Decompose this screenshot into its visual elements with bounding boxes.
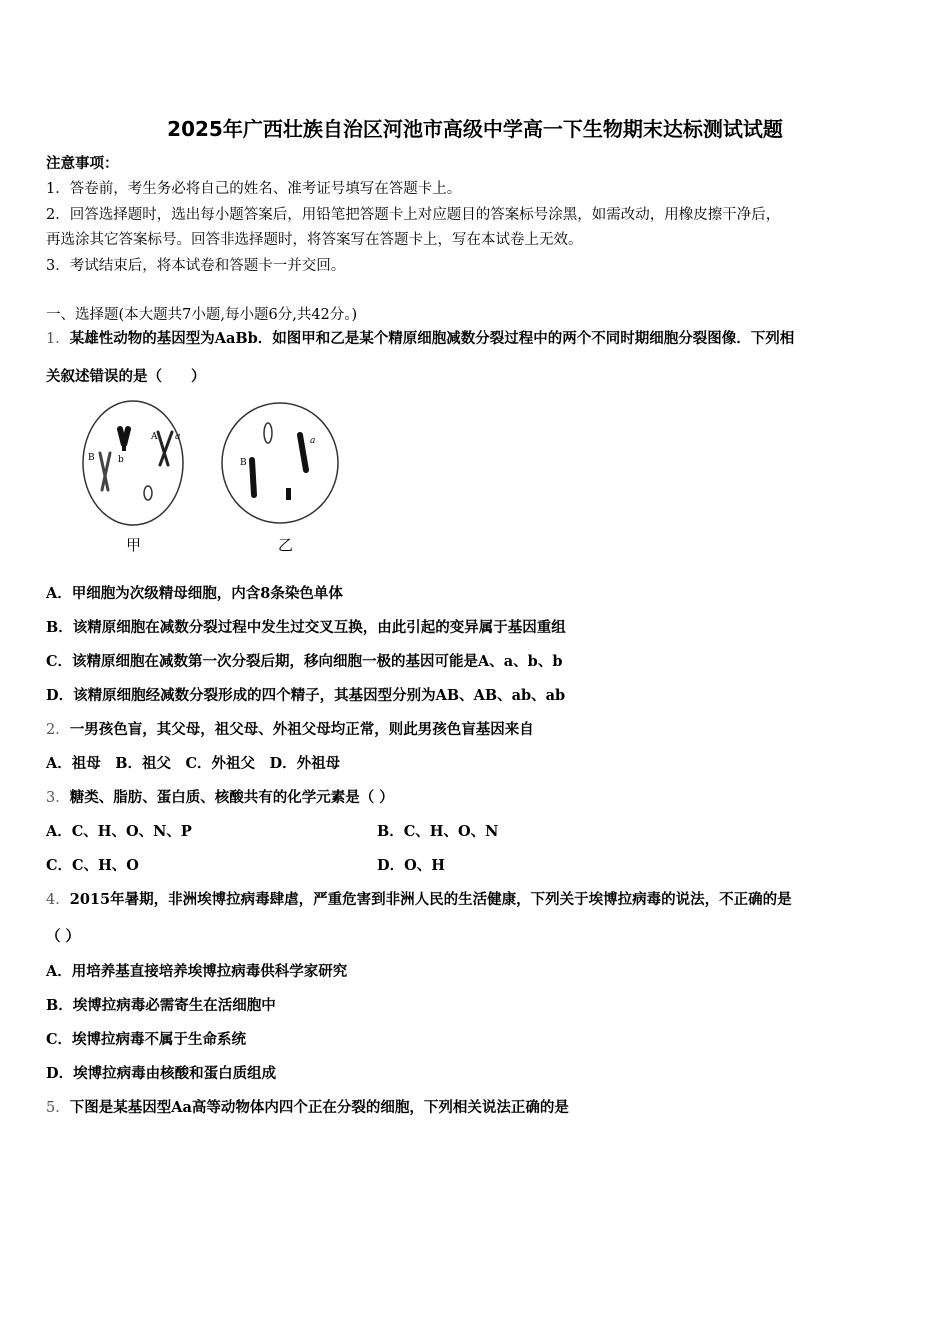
chromosome xyxy=(286,488,291,500)
option: D．埃博拉病毒由核酸和蛋白质组成 xyxy=(46,1065,277,1082)
question-text: 某雄性动物的基因型为AaBb．如图甲和乙是某个精原细胞减数分裂过程中的两个不同时期细胞分裂图像．下列相 xyxy=(69,330,795,347)
option: B．该精原细胞在减数分裂过程中发生过交叉互换，由此引起的变异属于基因重组 xyxy=(46,619,566,636)
gene-label: b xyxy=(118,455,124,465)
figure-label: 乙 xyxy=(278,536,294,554)
option: D．O、H xyxy=(377,857,445,874)
option: B．C、H、O、N xyxy=(377,823,499,840)
chromosome xyxy=(144,486,152,500)
question-number: 2． xyxy=(46,722,70,738)
notice-item: 再选涂其它答案标号。回答非选择题时，将答案写在答题卡上，写在本试卷上无效。 xyxy=(46,232,583,248)
question-3 xyxy=(46,786,394,807)
chromosome xyxy=(100,453,110,490)
question-text: 一男孩色盲，其父母，祖父母、外祖父母均正常，则此男孩色盲基因来自 xyxy=(69,721,534,738)
notice-item: 3．考试结束后，将本试卷和答题卡一并交回。 xyxy=(46,258,346,274)
question-1-cont: 关叙述错误的是（ ） xyxy=(46,368,206,385)
option: D．该精原细胞经减数分裂形成的四个精子，其基因型分别为AB、AB、ab、ab xyxy=(46,687,566,704)
question-number: 3． xyxy=(46,790,70,806)
option: A．甲细胞为次级精母细胞，内含8条染色单体 xyxy=(46,585,343,602)
question-number: 5． xyxy=(46,1100,70,1116)
chromosome xyxy=(158,432,172,465)
chromosome xyxy=(300,435,306,470)
chromosome xyxy=(264,423,272,443)
question-text: 2015年暑期，非洲埃博拉病毒肆虐，严重危害到非洲人民的生活健康，下列关于埃博拉病毒的说法，不正确的是 xyxy=(69,891,792,908)
option: C．埃博拉病毒不属于生命系统 xyxy=(46,1031,247,1048)
chromosome xyxy=(120,429,128,445)
notice-item: 2．回答选择题时，选出每小题答案后，用铅笔把答题卡上对应题目的答案标号涂黑，如需改动，用橡皮擦干净后， xyxy=(46,207,781,223)
option: A．C、H、O、N、P xyxy=(46,823,192,840)
option: A．用培养基直接培养埃博拉病毒供科学家研究 xyxy=(46,963,348,980)
option: B．埃博拉病毒必需寄生在活细胞中 xyxy=(46,997,276,1014)
gene-label: B xyxy=(240,458,247,468)
gene-label: A xyxy=(151,432,158,442)
question-number: 4． xyxy=(46,892,70,908)
question-4-cont: （ ） xyxy=(46,928,81,945)
question-text: 下图是某基因型Aa高等动物体内四个正在分裂的细胞，下列相关说法正确的是 xyxy=(69,1099,569,1116)
option: C．C、H、O xyxy=(46,857,139,874)
question-1 xyxy=(46,327,794,348)
question-number: 1． xyxy=(46,331,70,347)
question-2 xyxy=(46,718,534,739)
notice-heading: 注意事项： xyxy=(46,155,119,172)
gene-label: a xyxy=(310,436,316,446)
gene-label: B xyxy=(88,453,95,463)
notice-item: 1．答卷前，考生务必将自己的姓名、准考证号填写在答题卡上。 xyxy=(46,181,462,197)
chromosome xyxy=(252,460,254,495)
option: C．该精原细胞在减数第一次分裂后期，移向细胞一极的基因可能是A、a、b、b xyxy=(46,653,563,670)
question-5 xyxy=(46,1096,569,1117)
option: A．祖母 B．祖父 C．外祖父 D．外祖母 xyxy=(46,755,341,772)
section-heading: 一、选择题(本大题共7小题,每小题6分,共42分。) xyxy=(46,307,358,323)
question-text: 糖类、脂肪、蛋白质、核酸共有的化学元素是（ ） xyxy=(69,789,394,806)
gene-label: a xyxy=(175,432,181,442)
cell-division-figure xyxy=(80,395,350,560)
page-title: 2025年广西壮族自治区河池市高级中学高一下生物期末达标测试试题 xyxy=(167,117,783,141)
question-4 xyxy=(46,888,792,909)
figure-label: 甲 xyxy=(126,536,142,554)
